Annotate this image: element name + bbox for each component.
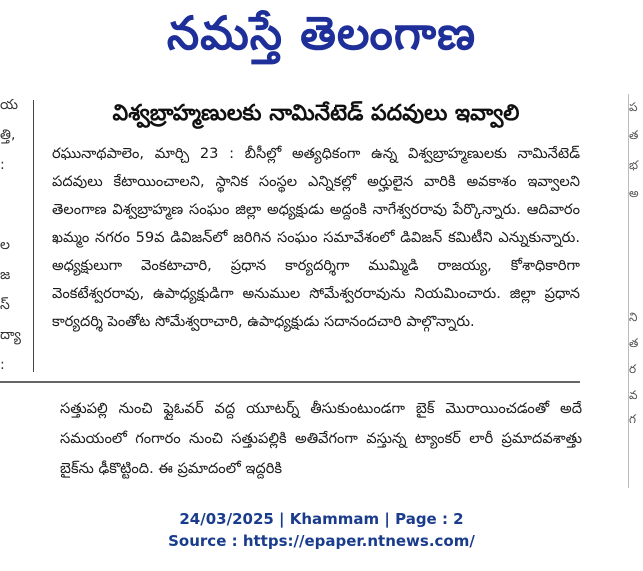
left-fragment: త్తి,	[0, 127, 16, 143]
article-secondary-body: సత్తుపల్లి నుంచి ఫ్లైఓవర్ వద్ద యూటర్న్ తీసుకుంటుండగా బైక్ మొరాయించడంతో అదే సమయంలో గంగారం నుంచి సత్తుపల్లికి అతివేగంగా వస్తున్న ట్యాంకర్ లారీ ప్రమాదవశాత్తు బైక్‌ను ఢీకొట్టింది. ఈ ప్రమాదంలో ఇద్దరికి	[60, 400, 582, 477]
article-secondary	[60, 394, 582, 488]
right-fragment: ని	[629, 310, 638, 324]
right-fragment: అ	[629, 186, 639, 200]
right-fragment: ర	[629, 362, 637, 376]
left-fragment: ద్యా	[0, 327, 21, 343]
right-fragment: త	[629, 128, 639, 142]
right-column-fragment	[627, 86, 643, 488]
article-main	[52, 94, 580, 336]
footer-dateline: 24/03/2025 | Khammam | Page : 2	[179, 510, 464, 528]
masthead	[0, 0, 643, 78]
article-headline: విశ్వబ్రాహ్మణులకు నామినేటెడ్ పదవులు ఇవ్వాలి	[112, 101, 520, 126]
right-fragment: గ	[629, 412, 636, 426]
left-fragment: య	[0, 97, 19, 113]
left-fragment: ల	[0, 237, 10, 253]
left-column-fragment	[0, 86, 30, 488]
article-body: రఘునాథపాలెం, మార్చి 23 : బీసీల్లో అత్యధికంగా ఉన్న విశ్వబ్రాహ్మణులకు నామినేటెడ్ పదవులు కేటాయించాలని, స్థానిక సంస్థల ఎన్నికల్లో అర్హులైన వారికి అవకాశం ఇవ్వాలని తెలంగాణ విశ్వబ్రాహ్మణ సంఘం జిల్లా అధ్యక్షుడు అద్దంకి నాగేశ్వరరావు పేర్కొన్నారు. ఆదివారం ఖమ్మం నగరం 59వ డివిజన్‌లో జరిగిన సంఘం సమావేశంలో డివిజన్ కమిటీని ఎన్నుకున్నారు. అధ్యక్షులుగా వెంకటాచారి, ప్రధాన కార్యదర్శిగా ముమ్మిడి రాజయ్య, కోశాధికారిగా వెంకటేశ్వరరావు, ఉపాధ్యక్షుడిగా అనుముల సోమేశ్వరరావును నియమించారు. జిల్లా ప్రధాన కార్యదర్శి పెంతోట సోమేశ్వరాచారి, ఉపాధ్యక్షుడు సదానందచారి పాల్గొన్నారు.	[52, 145, 580, 330]
column-rule	[33, 100, 34, 372]
right-fragment: ప	[629, 100, 638, 114]
article-divider	[0, 381, 580, 383]
footer-source: Source : https://epaper.ntnews.com/	[168, 532, 475, 550]
right-fragment: భ	[629, 158, 639, 172]
left-fragment: జ	[0, 267, 11, 283]
newspaper-clipping	[0, 86, 643, 488]
newspaper-logo: నమస్తే తెలంగాణ	[166, 6, 477, 60]
footer	[0, 508, 643, 552]
right-fragment: వ	[629, 388, 638, 402]
left-fragment: :	[0, 357, 5, 373]
right-fragment: త	[629, 336, 639, 350]
left-fragment: :	[0, 157, 5, 173]
left-fragment: స్	[0, 297, 10, 313]
